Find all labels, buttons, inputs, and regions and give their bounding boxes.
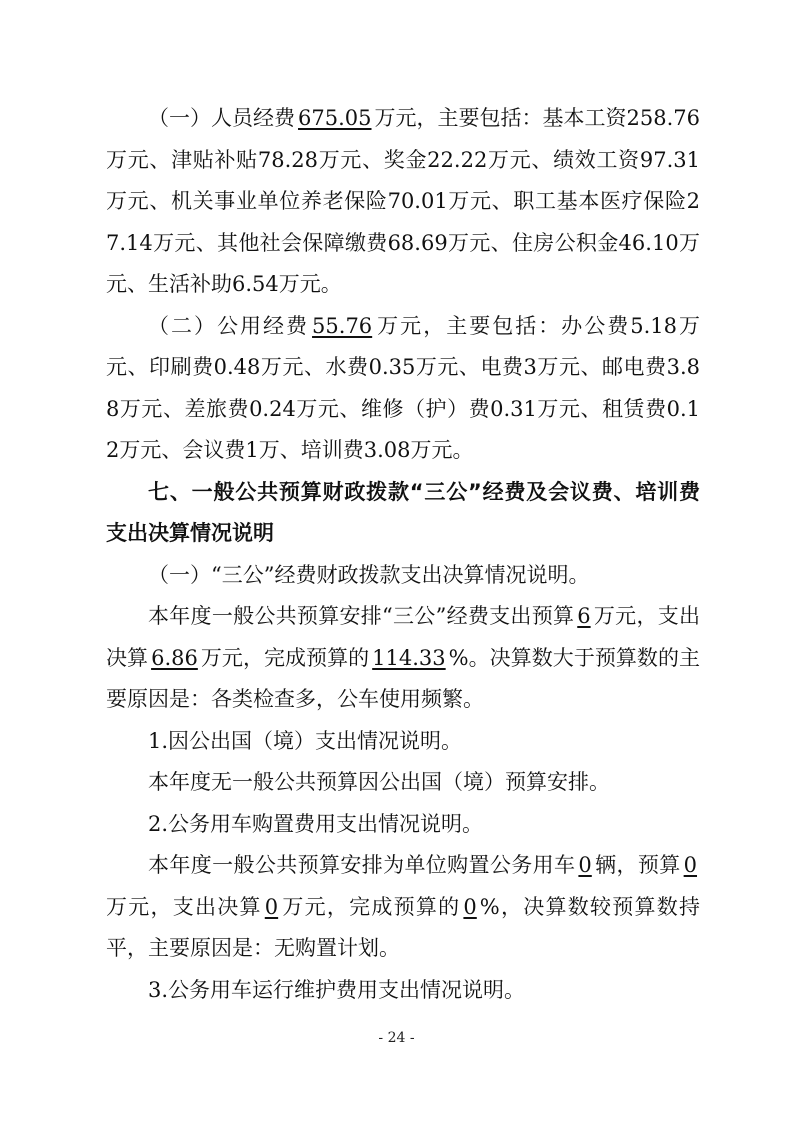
page-number: - 24 - [378, 1030, 415, 1046]
three-public-text-3: 万元，完成预算的 [200, 645, 370, 670]
vehicle-percent: 0 [463, 894, 477, 919]
three-public-budget: 6 [577, 604, 591, 628]
vehicle-purchase-paragraph [106, 845, 700, 970]
item-2-title: 2.公务用车购置费用支出情况说明。 [148, 811, 484, 836]
sub-heading-three-public: （一）“三公”经费财政拨款支出决算情况说明。 [148, 562, 590, 587]
item-3-title: 3.公务用车运行维护费用支出情况说明。 [148, 977, 526, 1002]
public-expense-paragraph [106, 306, 700, 472]
three-public-actual: 6.86 [151, 645, 198, 670]
vehicle-count: 0 [578, 853, 592, 877]
personnel-expense-paragraph [106, 98, 700, 306]
vehicle-text-5: %，决算数较预算数持平，主要原因是：无购置计划。 [106, 894, 700, 960]
three-public-percent: 114.33 [372, 645, 446, 670]
vehicle-budget: 0 [683, 853, 698, 877]
three-public-text-2: 万元，支出决算 [106, 604, 700, 670]
personnel-details: 万元，主要包括：基本工资258.76万元、津贴补贴78.28万元、奖金22.22万元、绩效工资97.31万元、机关事业单位养老保险70.01万元、职工基本医疗保险27.14万元、其他社会保障缴费68.69万元、住房公积金46.10万元、生活补助6.54万元。 [106, 106, 700, 296]
vehicle-actual: 0 [264, 894, 279, 919]
vehicle-text-4: 万元，完成预算的 [281, 894, 461, 919]
item-1-body: 本年度无一般公共预算因公出国（境）预算安排。 [148, 770, 610, 794]
page-content [106, 98, 700, 1011]
personnel-amount: 675.05 [298, 106, 372, 130]
section-heading: 七、一般公共预算财政拨款“三公”经费及会议费、培训费支出决算情况说明 [106, 479, 700, 545]
public-amount: 55.76 [312, 313, 373, 338]
public-details: 万元，主要包括：办公费5.18万元、印刷费0.48万元、水费0.35万元、电费3万元、邮电费3.88万元、差旅费0.24万元、维修（护）费0.31万元、租赁费0.12万元、会议费1万、培训费3.08万元。 [106, 313, 700, 462]
three-public-text-1: 本年度一般公共预算安排“三公”经费支出预算 [148, 604, 575, 628]
three-public-paragraph [106, 596, 700, 721]
personnel-prefix: （一）人员经费 [148, 106, 296, 130]
vehicle-text-1: 本年度一般公共预算安排为单位购置公务用车 [148, 853, 576, 877]
public-prefix: （二）公用经费 [148, 313, 310, 338]
vehicle-text-2: 辆，预算 [594, 853, 681, 877]
item-1-title: 1.因公出国（境）支出情况说明。 [148, 728, 463, 753]
three-public-text-4: %。决算数大于预算数的主要原因是：各类检查多，公车使用频繁。 [106, 645, 701, 711]
vehicle-text-3: 万元，支出决算 [106, 894, 262, 919]
